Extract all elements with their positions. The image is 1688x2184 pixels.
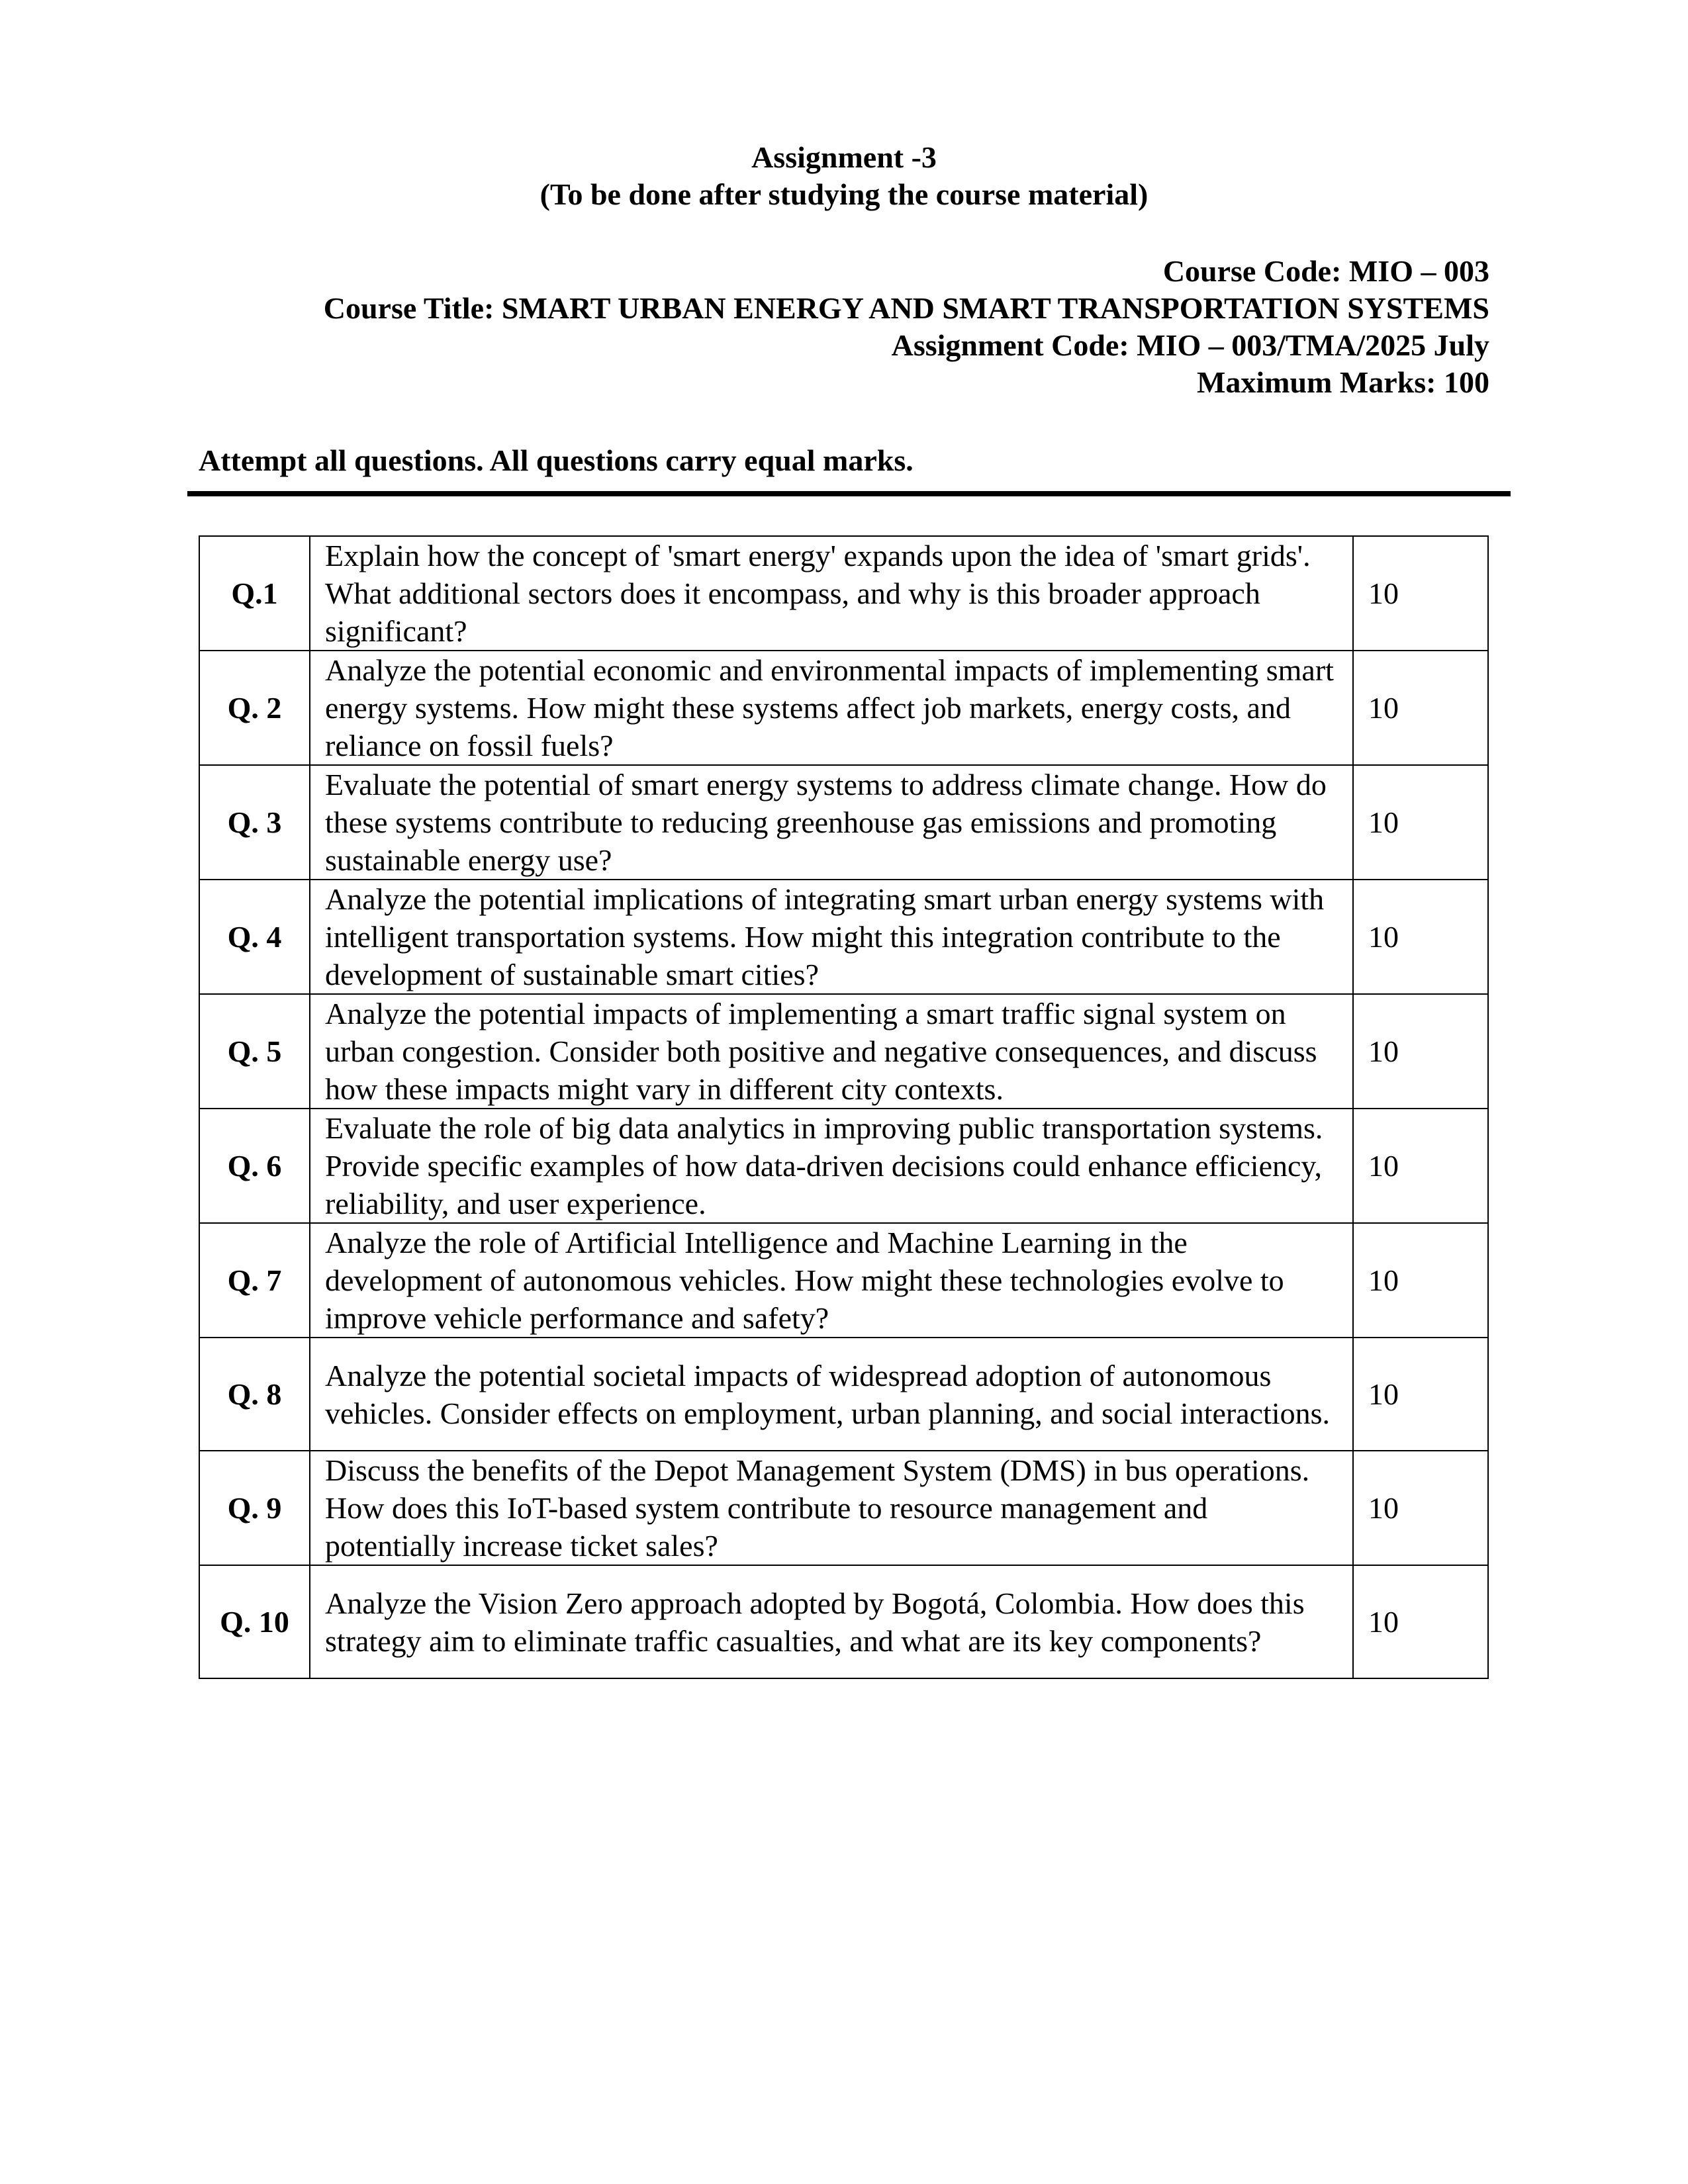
question-row bbox=[199, 1565, 1488, 1678]
assignment-subtitle: (To be done after studying the course material) bbox=[539, 177, 1149, 211]
question-row bbox=[199, 1451, 1488, 1565]
question-text: Discuss the benefits of the Depot Management System (DMS) in bus operations. How does this IoT-based system contribute to resource management and potentially increase ticket sales? bbox=[310, 1451, 1353, 1565]
question-marks: 10 bbox=[1353, 536, 1488, 651]
question-text: Analyze the potential impacts of implementing a smart traffic signal system on urban congestion. Consider both positive and negative consequences, and discuss how these impacts might vary in different city contexts. bbox=[310, 994, 1353, 1109]
question-text: Evaluate the role of big data analytics in improving public transportation systems. Provide specific examples of how data-driven decisions could enhance efficiency, reliability, and user experience. bbox=[310, 1109, 1353, 1223]
question-number: Q. 9 bbox=[199, 1451, 310, 1565]
question-number: Q.1 bbox=[199, 536, 310, 651]
instructions: Attempt all questions. All questions carry equal marks. bbox=[199, 443, 914, 477]
question-text: Analyze the potential economic and environmental impacts of implementing smart energy systems. How might these systems affect job markets, energy costs, and reliance on fossil fuels? bbox=[310, 651, 1353, 765]
maximum-marks: Maximum Marks: 100 bbox=[1196, 365, 1489, 399]
course-title: Course Title: SMART URBAN ENERGY AND SMART TRANSPORTATION SYSTEMS bbox=[323, 291, 1489, 325]
questions-table bbox=[199, 535, 1489, 1679]
question-row bbox=[199, 880, 1488, 994]
question-text: Analyze the Vision Zero approach adopted by Bogotá, Colombia. How does this strategy aim to eliminate traffic casualties, and what are its key components? bbox=[310, 1565, 1353, 1678]
question-row bbox=[199, 1223, 1488, 1338]
question-row bbox=[199, 651, 1488, 765]
question-number: Q. 8 bbox=[199, 1338, 310, 1451]
question-text: Analyze the role of Artificial Intelligence and Machine Learning in the development of autonomous vehicles. How might these technologies evolve to improve vehicle performance and safety? bbox=[310, 1223, 1353, 1338]
assignment-title: Assignment -3 bbox=[751, 140, 937, 174]
question-text: Explain how the concept of 'smart energy' expands upon the idea of 'smart grids'. What additional sectors does it encompass, and why is this broader approach significant? bbox=[310, 536, 1353, 651]
question-marks: 10 bbox=[1353, 651, 1488, 765]
question-row bbox=[199, 765, 1488, 880]
question-number: Q. 5 bbox=[199, 994, 310, 1109]
question-row bbox=[199, 1109, 1488, 1223]
question-marks: 10 bbox=[1353, 994, 1488, 1109]
question-marks: 10 bbox=[1353, 1338, 1488, 1451]
course-code: Course Code: MIO – 003 bbox=[1162, 254, 1489, 288]
question-number: Q. 2 bbox=[199, 651, 310, 765]
question-marks: 10 bbox=[1353, 1565, 1488, 1678]
question-row bbox=[199, 1338, 1488, 1451]
question-text: Analyze the potential implications of integrating smart urban energy systems with intelligent transportation systems. How might this integration contribute to the development of sustainable smart cities? bbox=[310, 880, 1353, 994]
question-number: Q. 4 bbox=[199, 880, 310, 994]
question-row bbox=[199, 994, 1488, 1109]
question-number: Q. 10 bbox=[199, 1565, 310, 1678]
question-text: Analyze the potential societal impacts of widespread adoption of autonomous vehicles. Consider effects on employment, urban planning, and social interactions. bbox=[310, 1338, 1353, 1451]
divider-rule bbox=[187, 491, 1511, 496]
question-text: Evaluate the potential of smart energy systems to address climate change. How do these systems contribute to reducing greenhouse gas emissions and promoting sustainable energy use? bbox=[310, 765, 1353, 880]
question-row bbox=[199, 536, 1488, 651]
question-marks: 10 bbox=[1353, 765, 1488, 880]
question-number: Q. 6 bbox=[199, 1109, 310, 1223]
question-marks: 10 bbox=[1353, 1223, 1488, 1338]
question-number: Q. 3 bbox=[199, 765, 310, 880]
assignment-code: Assignment Code: MIO – 003/TMA/2025 July bbox=[891, 328, 1489, 362]
question-marks: 10 bbox=[1353, 880, 1488, 994]
question-marks: 10 bbox=[1353, 1451, 1488, 1565]
question-number: Q. 7 bbox=[199, 1223, 310, 1338]
question-marks: 10 bbox=[1353, 1109, 1488, 1223]
